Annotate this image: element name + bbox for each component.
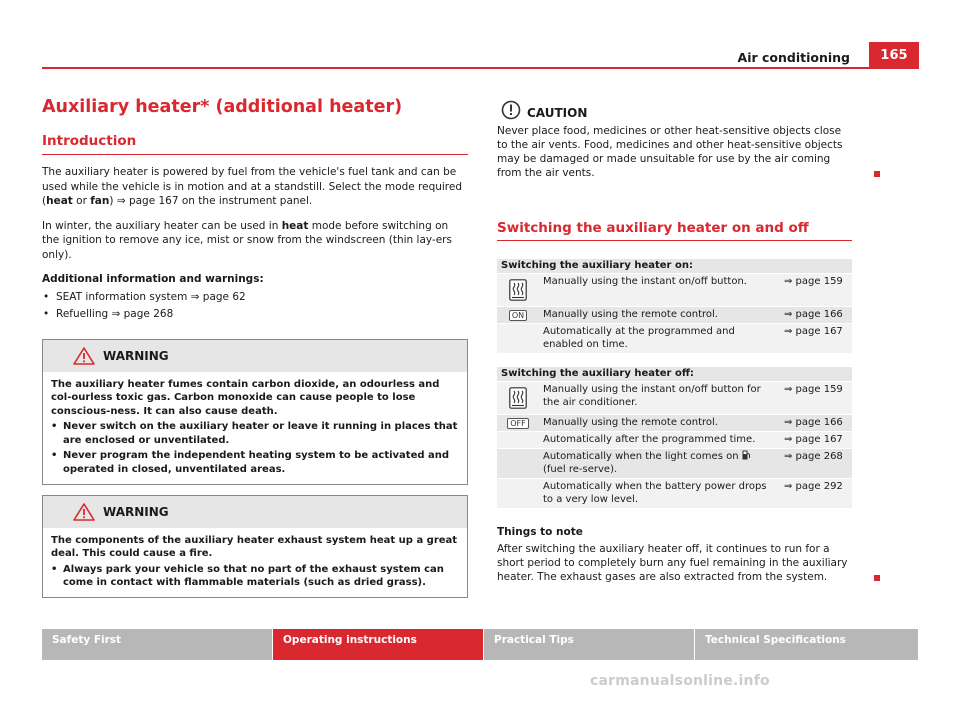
table-icon-cell (497, 307, 539, 323)
table-cell-ref: ⇒ page 268 (784, 451, 843, 462)
main-title: Auxiliary heater* (additional heater) (42, 97, 403, 117)
warning-bullet: • Never switch on the auxiliary heater or leave it running in places that are enclosed or unventilated. (51, 420, 459, 447)
warning-triangle-icon (73, 347, 95, 365)
table-row (497, 479, 852, 508)
table-cell-text: Manually using the instant on/off button for the air conditioner. (543, 384, 761, 408)
winter-text-a: In winter, the auxiliary heater can be used in (42, 219, 282, 232)
warning-box-exhaust (42, 495, 468, 598)
table-row (497, 307, 852, 323)
tab-operating-instructions[interactable]: Operating instructions (273, 629, 483, 660)
footer-nav (42, 629, 918, 660)
table-cell-text: Manually using the remote control. (543, 309, 718, 320)
table-row (497, 415, 852, 431)
table-icon-cell (497, 479, 539, 508)
mode-heat: heat (46, 195, 73, 207)
additional-heading-text: Additional information and warnings: (42, 273, 264, 285)
warning-body (43, 372, 467, 484)
switch-off-table (497, 367, 852, 508)
warning-title: WARNING (103, 504, 169, 519)
table-row (497, 432, 852, 448)
winter-paragraph (42, 219, 468, 263)
page-number: 165 (869, 42, 919, 69)
table-cell-ref: ⇒ page 167 (784, 434, 843, 445)
table-cell-text: Automatically after the programmed time. (543, 434, 756, 445)
mode-fan: fan (90, 195, 110, 207)
table-icon-cell (497, 382, 539, 414)
caution-title: CAUTION (527, 106, 588, 120)
table-cell-ref: ⇒ page 159 (784, 384, 843, 395)
left-column (42, 95, 468, 598)
table-icon-cell (497, 449, 539, 478)
warning-text: The components of the auxiliary heater exhaust system heat up a great deal. This could cause a fire. (51, 534, 458, 560)
section-end-marker (874, 575, 880, 581)
table-cell-ref: ⇒ page 167 (784, 326, 843, 337)
winter-text-b: mode before switching on the ignition to remove any ice, mist or snow from the windscreen (thin lay-ers only). (42, 219, 452, 261)
watermark: carmanualsonline.info (590, 673, 770, 689)
warning-triangle-icon (73, 503, 95, 521)
bullet-info-system: • SEAT information system ⇒ page 62 (42, 290, 468, 304)
table-icon-cell (497, 415, 539, 431)
table-icon-cell (497, 432, 539, 448)
table-cell-text: Automatically at the programmed and enabled on time. (543, 326, 735, 350)
table-cell-ref: ⇒ page 159 (784, 276, 843, 287)
table-cell-ref: ⇒ page 166 (784, 309, 843, 320)
winter-mode-heat: heat (281, 219, 309, 232)
table-heading: Switching the auxiliary heater off: (497, 367, 852, 381)
introduction-heading: Introduction (42, 133, 468, 155)
heater-button-icon (509, 279, 527, 301)
section-end-marker (874, 171, 880, 177)
warning-header (43, 340, 467, 372)
fuel-pump-icon (742, 450, 751, 460)
caution-exclamation-icon (501, 100, 521, 120)
warning-title: WARNING (103, 348, 169, 363)
caution-header (497, 98, 852, 120)
warning-body (43, 528, 467, 597)
switch-on-table (497, 259, 852, 353)
things-to-note-heading: Things to note (497, 526, 583, 538)
fuel-reserve-text-a: Automatically when the light comes on (543, 451, 742, 462)
section-title: Air conditioning (737, 50, 850, 65)
warning-header (43, 496, 467, 528)
intro-text-a: The auxiliary heater is powered by fuel from the vehicle's fuel tank and can be used while the vehicle is in motion and at a standstill. Select the mode required ( (42, 166, 463, 207)
table-row (497, 382, 852, 414)
table-row (497, 449, 852, 478)
tab-technical-specifications[interactable]: Technical Specifications (695, 629, 918, 660)
page-header (0, 0, 960, 70)
tab-practical-tips[interactable]: Practical Tips (484, 629, 694, 660)
on-button-label: ON (509, 310, 527, 321)
right-column (497, 98, 852, 584)
table-cell-text (539, 449, 776, 478)
warning-bullet: • Always park your vehicle so that no part of the exhaust system can come in contact with flammable materials (such as dried grass). (51, 563, 459, 590)
intro-paragraph (42, 165, 468, 209)
header-rule (42, 67, 878, 69)
table-cell-text: Manually using the remote control. (543, 417, 718, 428)
table-cell-ref: ⇒ page 166 (784, 417, 843, 428)
things-to-note-text (497, 542, 852, 584)
heater-button-icon (509, 387, 527, 409)
off-button-label: OFF (507, 418, 529, 429)
bullet-refuelling: • Refuelling ⇒ page 268 (42, 307, 468, 321)
warning-bullet: • Never program the independent heating system to be activated and operated in closed, unventilated areas. (51, 449, 459, 476)
caution-text-content: Never place food, medicines or other heat-sensitive objects close to the air vents. Food, medicines and other heat-sensitive objects may be damaged or made unsuitable for use by the air coming from the air vents. (497, 125, 843, 179)
table-cell-text: Manually using the instant on/off button. (543, 276, 747, 287)
things-text-content: After switching the auxiliary heater off, it continues to run for a short period to completely burn any fuel remaining in the auxiliary heater. The exhaust gases are also extracted from the system. (497, 543, 848, 583)
additional-heading (42, 272, 468, 287)
table-icon-cell (497, 274, 539, 306)
table-row (497, 324, 852, 353)
table-cell-text: Automatically when the battery power drops to a very low level. (543, 481, 767, 505)
intro-text-b: ) ⇒ page 167 on the instrument panel. (109, 195, 313, 207)
table-icon-cell (497, 324, 539, 353)
warning-box-fumes (42, 339, 468, 485)
table-cell-ref: ⇒ page 292 (784, 481, 843, 492)
table-heading: Switching the auxiliary heater on: (497, 259, 852, 273)
switching-heading: Switching the auxiliary heater on and off (497, 220, 852, 241)
fuel-reserve-text-b: (fuel re-serve). (543, 464, 618, 475)
intro-text-or: or (72, 195, 91, 207)
caution-text (497, 124, 852, 180)
tab-safety-first[interactable]: Safety First (42, 629, 272, 660)
warning-text: The auxiliary heater fumes contain carbon dioxide, an odourless and col-ourless toxic gas. Carbon monoxide can cause people to lose conscious-ness. It can also cause death. (51, 378, 440, 417)
table-row (497, 274, 852, 306)
